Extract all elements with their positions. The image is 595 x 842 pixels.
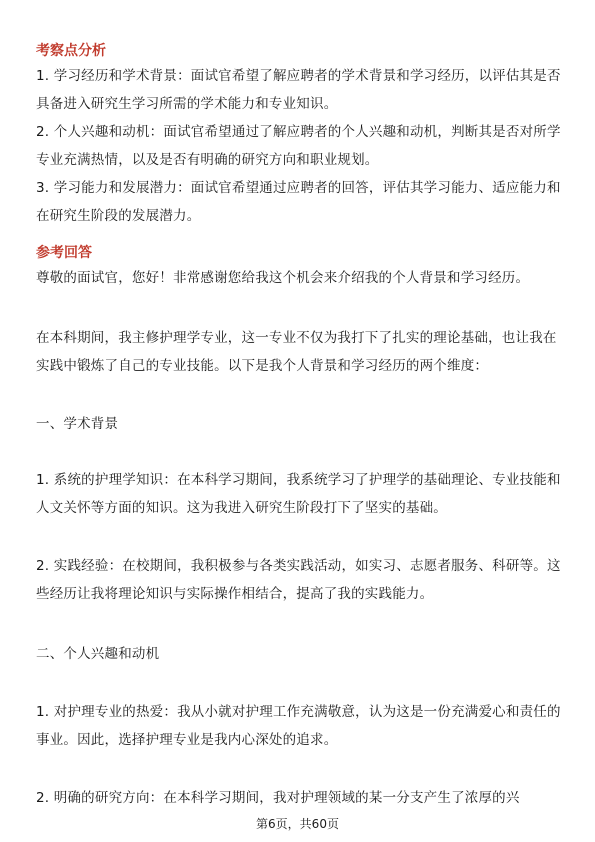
greeting-paragraph: 尊敬的面试官，您好！非常感谢您给我这个机会来介绍我的个人背景和学习经历。 <box>36 270 530 286</box>
analysis-item-2: 2. 个人兴趣和动机：面试官希望通过了解应聘者的个人兴趣和动机，判断其是否对所学专业充满热情，以及是否有明确的研究方向和职业规划。 <box>36 124 561 168</box>
part2-item-1: 1. 对护理专业的热爱：我从小就对护理工作充满敬意，认为这是一份充满爱心和责任的事业。因此，选择护理专业是我内心深处的追求。 <box>36 704 561 748</box>
page-number-footer: 第6页，共60页 <box>256 817 339 831</box>
part2-item-2: 2. 明确的研究方向：在本科学习期间，我对护理领域的某一分支产生了浓厚的兴 <box>36 790 520 806</box>
part1-item-1: 1. 系统的护理学知识：在本科学习期间，我系统学习了护理学的基础理论、专业技能和人文关怀等方面的知识。这为我进入研究生阶段打下了坚实的基础。 <box>36 472 561 516</box>
answer-heading: 参考回答 <box>36 245 92 261</box>
part1-item-2: 2. 实践经验：在校期间，我积极参与各类实践活动，如实习、志愿者服务、科研等。这些经历让我将理论知识与实际操作相结合，提高了我的实践能力。 <box>36 558 561 602</box>
analysis-item-3: 3. 学习能力和发展潜力：面试官希望通过应聘者的回答，评估其学习能力、适应能力和在研究生阶段的发展潜力。 <box>36 180 561 224</box>
intro-paragraph: 在本科期间，我主修护理学专业，这一专业不仅为我打下了扎实的理论基础，也让我在实践中锻炼了自己的专业技能。以下是我个人背景和学习经历的两个维度： <box>36 330 557 374</box>
part1-heading: 一、学术背景 <box>36 416 119 432</box>
part2-heading: 二、个人兴趣和动机 <box>36 646 160 662</box>
analysis-item-1: 1. 学习经历和学术背景：面试官希望了解应聘者的学术背景和学习经历，以评估其是否具备进入研究生学习所需的学术能力和专业知识。 <box>36 68 561 112</box>
analysis-heading: 考察点分析 <box>36 43 106 59</box>
